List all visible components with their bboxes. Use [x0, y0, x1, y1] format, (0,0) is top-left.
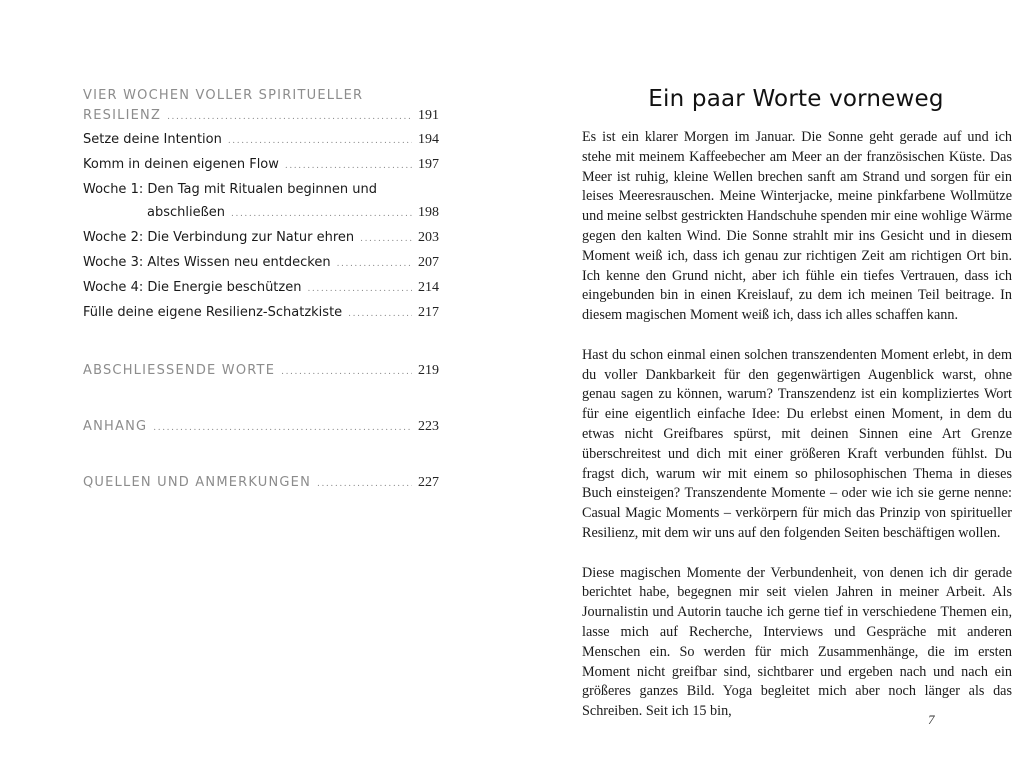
toc-entry-woche-1[interactable] [83, 178, 439, 201]
toc-entry-label: Fülle deine eigene Resilienz-Schatzkiste [83, 305, 343, 320]
toc-leader-dots [307, 278, 412, 301]
toc-page-number: 219 [418, 363, 439, 378]
toc-entry-abschliessende-worte[interactable] [83, 360, 439, 383]
toc-leader-dots [281, 361, 412, 383]
toc-leader-dots [337, 253, 412, 276]
paragraph: Es ist ein klarer Morgen im Januar. Die Sonne geht gerade auf und ich stehe mit meinem Kaffeebecher am Meer an der französischen Küste. Das Meer ist ruhig, kleine Wellen brechen sanft am Strand und sorgen für ein leises Meeresrauschen. Meine Winterjacke, meine pinkfarbene Wollmütze und meine selbst gestrickten Handschuhe spenden mir eine wohlige Wärme gegen den kalten Wind. Die Sonne strahlt mir ins Gesicht und in diesem Moment weiß ich, dass ich genau zur richtigen Zeit am richtigen Ort bin. Ich kenne den Grund nicht, aber ich fühle ein tiefes Vertrauen, dass ich eingebunden bin in einen Kreislauf, zu dem ich meinen Teil beitrage. In diesem magischen Moment weiß ich, dass ich alles schaffen kann. [582, 129, 1012, 324]
toc-entry-label: RESILIENZ [83, 108, 162, 123]
toc-page-number: 191 [418, 108, 439, 123]
toc-entry-label: Woche 4: Die Energie beschützen [83, 280, 302, 295]
paragraph: Hast du schon einmal einen solchen transzendenten Moment erlebt, in dem du voller Dankbarkeit für den gegenwärtigen Augenblick warst, ohne genau sagen zu können, warum? Transzendenz ist ein kompliziertes Wort für eine eigentlich einfache Idee: Du erlebst einen Moment, in dem du etwas nicht Greifbares spürst, mit deinen Sinnen eine Art Grenze überschreitest und dich mit einer größeren Kraft verbunden fühlst. Du fragst dich, warum wir mit einem so philosophischen Thema in dieses Buch einsteigen? Transzendente Momente – oder wie ich sie gerne nenne: Casual Magic Moments – verkörpern für mich das Prinzip von spiritueller Resilienz, mit dem wir uns auf den folgenden Seiten beschäftigen wollen. [582, 346, 1012, 541]
toc-page-number: 194 [418, 132, 439, 147]
toc-entry-woche-1-cont[interactable] [83, 201, 439, 226]
page-number: 7 [928, 712, 935, 727]
toc-page-number: 203 [418, 230, 439, 245]
toc-entry-label: Woche 2: Die Verbindung zur Natur ehren [83, 230, 355, 245]
toc-entry-label: Woche 1: Den Tag mit Ritualen beginnen und [83, 182, 377, 197]
toc-leader-dots [228, 130, 412, 153]
toc-entry-label: ANHANG [83, 419, 148, 434]
toc-entry-label: abschließen [147, 205, 226, 220]
toc-page-number: 217 [418, 305, 439, 320]
toc-entry-intention[interactable] [83, 128, 439, 153]
chapter-body [582, 128, 1012, 742]
toc-entry-label: Komm in deinen eigenen Flow [83, 157, 279, 172]
paragraph: Diese magischen Momente der Verbundenheit, von denen ich dir gerade berichtet habe, begegnen mir seit vielen Jahren in meiner Arbeit. Als Journalistin und Autorin tauche ich gerne tief in verschiedene Themen ein, lasse mich auf Recherche, Interviews und Gespräche mit anderen Menschen ein. So werden für mich Zusammenhänge, die im ersten Moment nicht greifbar sind, sichtbarer und ergeben nach und nach ein größeres ganzes Bild. Yoga begleitet mich aber noch länger als das Schreiben. Seit ich 15 bin, [582, 564, 1012, 720]
toc-entry-schatzkiste[interactable] [83, 301, 439, 326]
toc-entry-woche-2[interactable] [83, 226, 439, 251]
toc-page-number: 207 [418, 255, 439, 270]
toc-page-number: 223 [418, 419, 439, 434]
toc-page-number: 198 [418, 205, 439, 220]
table-of-contents [83, 87, 439, 495]
toc-entry-woche-4[interactable] [83, 276, 439, 301]
toc-leader-dots [167, 106, 412, 128]
toc-leader-dots [231, 203, 412, 226]
toc-entry-anhang[interactable] [83, 416, 439, 439]
toc-leader-dots [360, 228, 412, 251]
toc-leader-dots [317, 473, 412, 495]
toc-page-number: 214 [418, 280, 439, 295]
toc-page-number: 227 [418, 475, 439, 490]
chapter-title: Ein paar Worte vorneweg [648, 86, 944, 112]
toc-entry-label: Setze deine Intention [83, 132, 222, 147]
toc-entry-label: Woche 3: Altes Wissen neu entdecken [83, 255, 331, 270]
toc-page-number: 197 [418, 157, 439, 172]
toc-leader-dots [285, 155, 412, 178]
toc-leader-dots [153, 417, 412, 439]
toc-entry-flow[interactable] [83, 153, 439, 178]
toc-entry-resilienz[interactable] [83, 105, 439, 128]
toc-section-heading: VIER WOCHEN VOLLER SPIRITUELLER [83, 88, 364, 103]
toc-entry-quellen[interactable] [83, 472, 439, 495]
toc-leader-dots [348, 303, 412, 326]
toc-entry-label: ABSCHLIESSENDE WORTE [83, 363, 276, 378]
toc-entry-label: QUELLEN UND ANMERKUNGEN [83, 475, 312, 490]
right-page [510, 0, 1020, 773]
toc-entry-woche-3[interactable] [83, 251, 439, 276]
